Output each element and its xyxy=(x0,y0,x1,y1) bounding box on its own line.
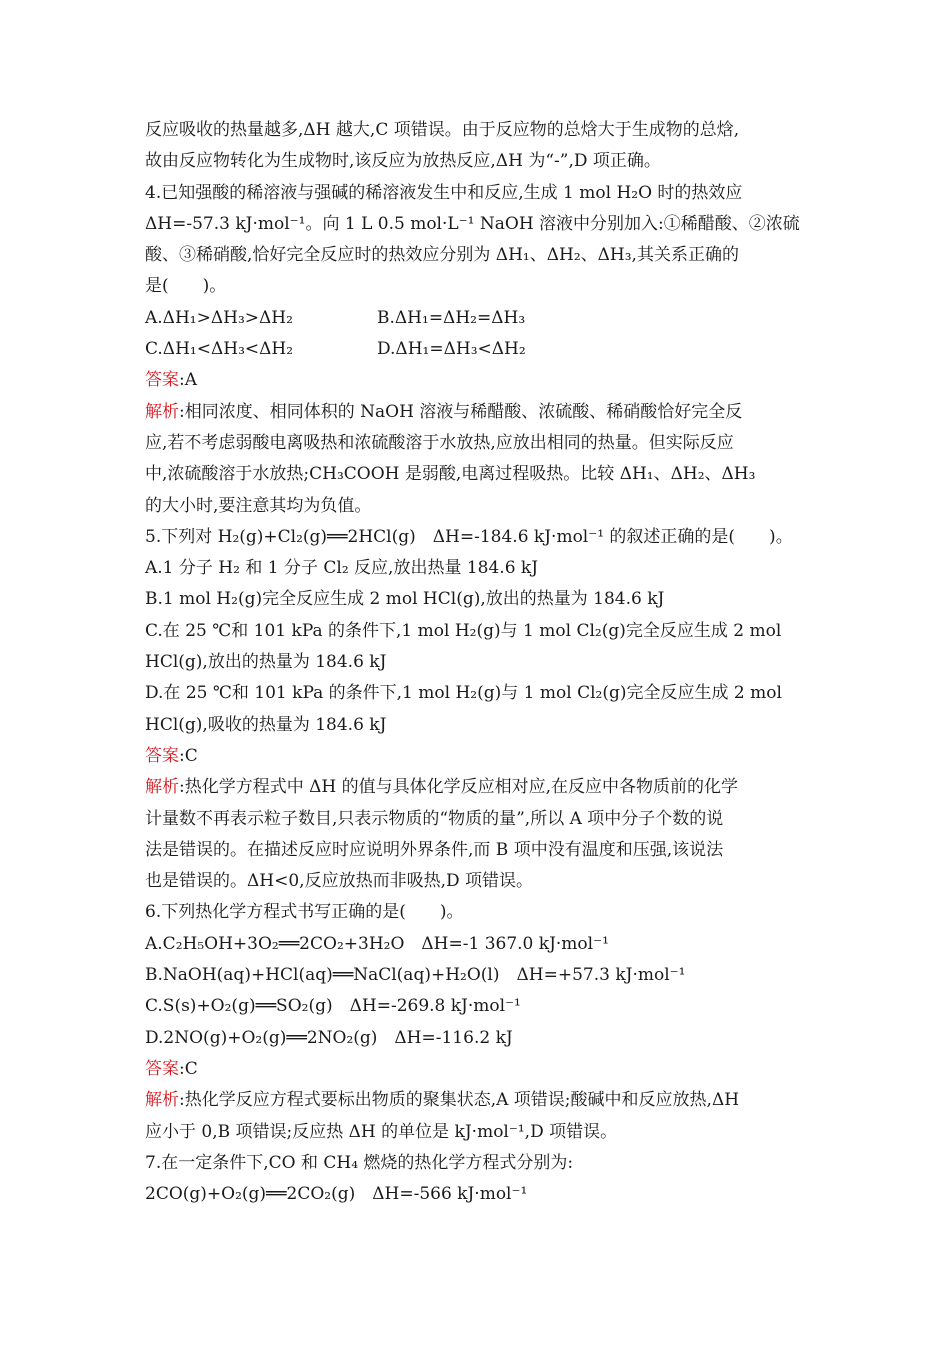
answer-line xyxy=(145,1054,810,1085)
answer-value: :A xyxy=(179,370,198,391)
analysis-line xyxy=(145,397,810,428)
answer-label: 答案 xyxy=(145,745,179,766)
option-d: D.ΔH₁=ΔH₃<ΔH₂ xyxy=(377,339,526,360)
text-line: 也是错误的。ΔH<0,反应放热而非吸热,D 项错误。 xyxy=(145,871,534,892)
option-c: C.ΔH₁<ΔH₃<ΔH₂ xyxy=(145,339,294,360)
text-line: HCl(g),吸收的热量为 184.6 kJ xyxy=(145,714,387,735)
analysis-label: 解析 xyxy=(145,1090,179,1111)
analysis-label: 解析 xyxy=(145,401,179,422)
analysis-text: :热化学方程式中 ΔH 的值与具体化学反应相对应,在反应中各物质前的化学 xyxy=(179,777,739,798)
question-6-line: 6.下列热化学方程式书写正确的是( )。 xyxy=(145,902,464,923)
option-a: A.ΔH₁>ΔH₃>ΔH₂ xyxy=(145,307,293,328)
option-d: D.在 25 ℃和 101 kPa 的条件下,1 mol H₂(g)与 1 mol Cl₂(g)完全反应生成 2 mol xyxy=(145,683,782,704)
analysis-label: 解析 xyxy=(145,777,179,798)
text-line: 应,若不考虑弱酸电离吸热和浓硫酸溶于水放热,应放出相同的热量。但实际反应 xyxy=(145,432,734,453)
text-line: 应小于 0,B 项错误;反应热 ΔH 的单位是 kJ·mol⁻¹,D 项错误。 xyxy=(145,1121,618,1142)
text-line: HCl(g),放出的热量为 184.6 kJ xyxy=(145,652,387,673)
analysis-text: :相同浓度、相同体积的 NaOH 溶液与稀醋酸、浓硫酸、稀硝酸恰好完全反 xyxy=(179,401,743,422)
question-4-line: 4.已知强酸的稀溶液与强碱的稀溶液发生中和反应,生成 1 mol H₂O 时的热效应 xyxy=(145,182,743,203)
question-5-line: 5.下列对 H₂(g)+Cl₂(g)══2HCl(g) ΔH=-184.6 kJ·mol⁻¹ 的叙述正确的是( )。 xyxy=(145,526,793,547)
option-d: D.2NO(g)+O₂(g)══2NO₂(g) ΔH=-116.2 kJ xyxy=(145,1027,513,1048)
text-line: ΔH=-57.3 kJ·mol⁻¹。向 1 L 0.5 mol·L⁻¹ NaOH 溶液中分别加入:①稀醋酸、②浓硫 xyxy=(145,213,800,234)
text-line: 是( )。 xyxy=(145,276,227,297)
equation-line: 2CO(g)+O₂(g)══2CO₂(g) ΔH=-566 kJ·mol⁻¹ xyxy=(145,1184,528,1205)
options-row xyxy=(145,303,810,334)
question-7-line: 7.在一定条件下,CO 和 CH₄ 燃烧的热化学方程式分别为: xyxy=(145,1152,574,1173)
text-line: 中,浓硫酸溶于水放热;CH₃COOH 是弱酸,电离过程吸热。比较 ΔH₁、ΔH₂、ΔH₃ xyxy=(145,464,756,485)
document-page xyxy=(145,115,810,1210)
option-b: B.NaOH(aq)+HCl(aq)══NaCl(aq)+H₂O(l) ΔH=+57.3 kJ·mol⁻¹ xyxy=(145,965,686,986)
answer-label: 答案 xyxy=(145,370,179,391)
answer-line xyxy=(145,365,810,396)
option-c: C.在 25 ℃和 101 kPa 的条件下,1 mol H₂(g)与 1 mol Cl₂(g)完全反应生成 2 mol xyxy=(145,620,782,641)
answer-value: :C xyxy=(179,745,198,766)
text-line: 法是错误的。在描述反应时应说明外界条件,而 B 项中没有温度和压强,该说法 xyxy=(145,839,724,860)
answer-line xyxy=(145,741,810,772)
analysis-line xyxy=(145,772,810,803)
text-line: 酸、③稀硝酸,恰好完全反应时的热效应分别为 ΔH₁、ΔH₂、ΔH₃,其关系正确的 xyxy=(145,245,739,266)
answer-label: 答案 xyxy=(145,1058,179,1079)
option-b: B.1 mol H₂(g)完全反应生成 2 mol HCl(g),放出的热量为 184.6 kJ xyxy=(145,589,665,610)
option-b: B.ΔH₁=ΔH₂=ΔH₃ xyxy=(377,307,526,328)
text-line: 故由反应物转化为生成物时,该反应为放热反应,ΔH 为“-”,D 项正确。 xyxy=(145,151,661,172)
analysis-line xyxy=(145,1085,810,1116)
option-a: A.1 分子 H₂ 和 1 分子 Cl₂ 反应,放出热量 184.6 kJ xyxy=(145,558,539,579)
answer-value: :C xyxy=(179,1058,198,1079)
option-a: A.C₂H₅OH+3O₂══2CO₂+3H₂O ΔH=-1 367.0 kJ·mol⁻¹ xyxy=(145,933,609,954)
text-line: 的大小时,要注意其均为负值。 xyxy=(145,495,372,516)
text-line: 计量数不再表示粒子数目,只表示物质的“物质的量”,所以 A 项中分子个数的说 xyxy=(145,808,724,829)
options-row xyxy=(145,334,810,365)
option-c: C.S(s)+O₂(g)══SO₂(g) ΔH=-269.8 kJ·mol⁻¹ xyxy=(145,996,521,1017)
analysis-text: :热化学反应方程式要标出物质的聚集状态,A 项错误;酸碱中和反应放热,ΔH xyxy=(179,1090,740,1111)
text-line: 反应吸收的热量越多,ΔH 越大,C 项错误。由于反应物的总焓大于生成物的总焓, xyxy=(145,120,740,140)
